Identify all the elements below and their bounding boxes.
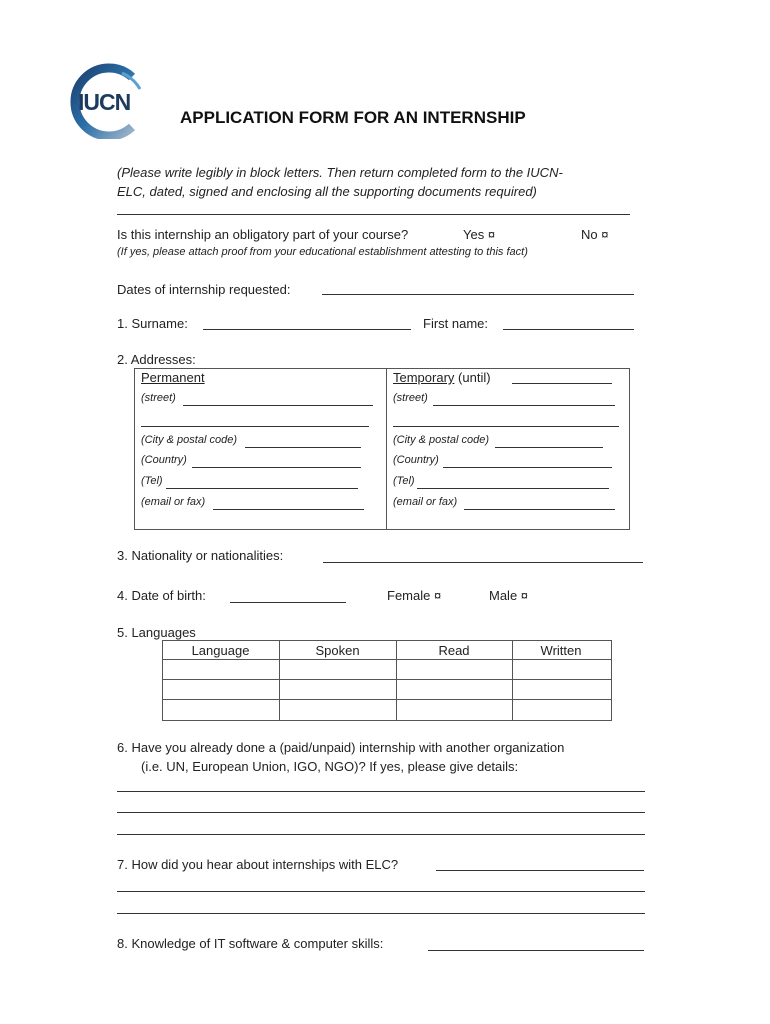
temp-street-label: (street) [393,392,428,404]
temp-country-field[interactable] [443,467,612,468]
female-option[interactable]: Female ¤ [387,588,442,603]
addresses-table [134,368,630,530]
until-label: (until) [458,370,491,385]
q8-label: 8. Knowledge of IT software & computer skills: [117,936,384,951]
q7-answer-line[interactable] [117,891,645,892]
perm-email-field[interactable] [213,509,364,510]
q7-label: 7. How did you hear about internships with ELC? [117,857,399,872]
q6-answer-line[interactable] [117,791,645,792]
logo-text: IUCN [78,89,131,115]
instructions-line-1: (Please write legibly in block letters. Then return completed form to the IUCN- [117,165,563,180]
dates-field[interactable] [322,294,634,295]
until-field[interactable] [512,383,612,384]
temp-city-label: (City & postal code) [393,434,489,446]
obligatory-yes-option[interactable]: Yes ¤ [463,227,496,242]
male-option[interactable]: Male ¤ [489,588,529,603]
page-title: APPLICATION FORM FOR AN INTERNSHIP [180,108,526,127]
temp-city-field[interactable] [495,447,603,448]
addresses-divider [386,368,387,529]
first-name-label: First name: [423,316,489,331]
q6-answer-line[interactable] [117,834,645,835]
surname-field[interactable] [203,329,411,330]
perm-street-label: (street) [141,392,176,404]
lang-row-divider [162,659,611,660]
surname-label: 1. Surname: [117,316,188,331]
temporary-heading: Temporary [393,370,455,385]
perm-tel-label: (Tel) [141,475,163,487]
temp-country-label: (Country) [393,454,439,466]
nationality-field[interactable] [323,562,643,563]
perm-city-label: (City & postal code) [141,434,237,446]
temp-tel-field[interactable] [417,488,609,489]
temp-tel-label: (Tel) [393,475,415,487]
q8-field[interactable] [428,950,644,951]
q6-line-2: (i.e. UN, European Union, IGO, NGO)? If yes, please give details: [141,759,519,774]
iucn-logo [62,63,148,139]
perm-street-field[interactable] [183,405,373,406]
addresses-label: 2. Addresses: [117,352,196,367]
col-read: Read [438,643,470,658]
col-spoken: Spoken [315,643,360,658]
obligatory-no-option[interactable]: No ¤ [581,227,609,242]
nationality-label: 3. Nationality or nationalities: [117,548,284,563]
perm-email-label: (email or fax) [141,496,206,508]
q6-answer-line[interactable] [117,812,645,813]
col-written: Written [540,643,582,658]
q7-field[interactable] [436,870,644,871]
languages-label: 5. Languages [117,625,196,640]
col-language: Language [191,643,250,658]
first-name-field[interactable] [503,329,634,330]
lang-row-divider [162,679,611,680]
perm-country-label: (Country) [141,454,187,466]
instructions-line-2: ELC, dated, signed and enclosing all the supporting documents required) [117,184,537,199]
lang-row-divider [162,699,611,700]
perm-country-field[interactable] [192,467,361,468]
obligatory-question: Is this internship an obligatory part of your course? [117,227,409,242]
perm-city-field[interactable] [245,447,361,448]
q7-answer-line[interactable] [117,913,645,914]
dob-field[interactable] [230,602,346,603]
temp-street-field-2[interactable] [393,426,619,427]
q6-line-1: 6. Have you already done a (paid/unpaid) internship with another organization [117,740,565,755]
perm-tel-field[interactable] [166,488,358,489]
temp-email-label: (email or fax) [393,496,458,508]
separator-line [117,214,630,215]
dates-label: Dates of internship requested: [117,282,291,297]
temp-street-field[interactable] [433,405,615,406]
perm-street-field-2[interactable] [141,426,369,427]
temp-email-field[interactable] [464,509,615,510]
permanent-heading: Permanent [141,370,205,385]
obligatory-note: (If yes, please attach proof from your educational establishment attesting to this fact) [117,246,528,258]
dob-label: 4. Date of birth: [117,588,206,603]
